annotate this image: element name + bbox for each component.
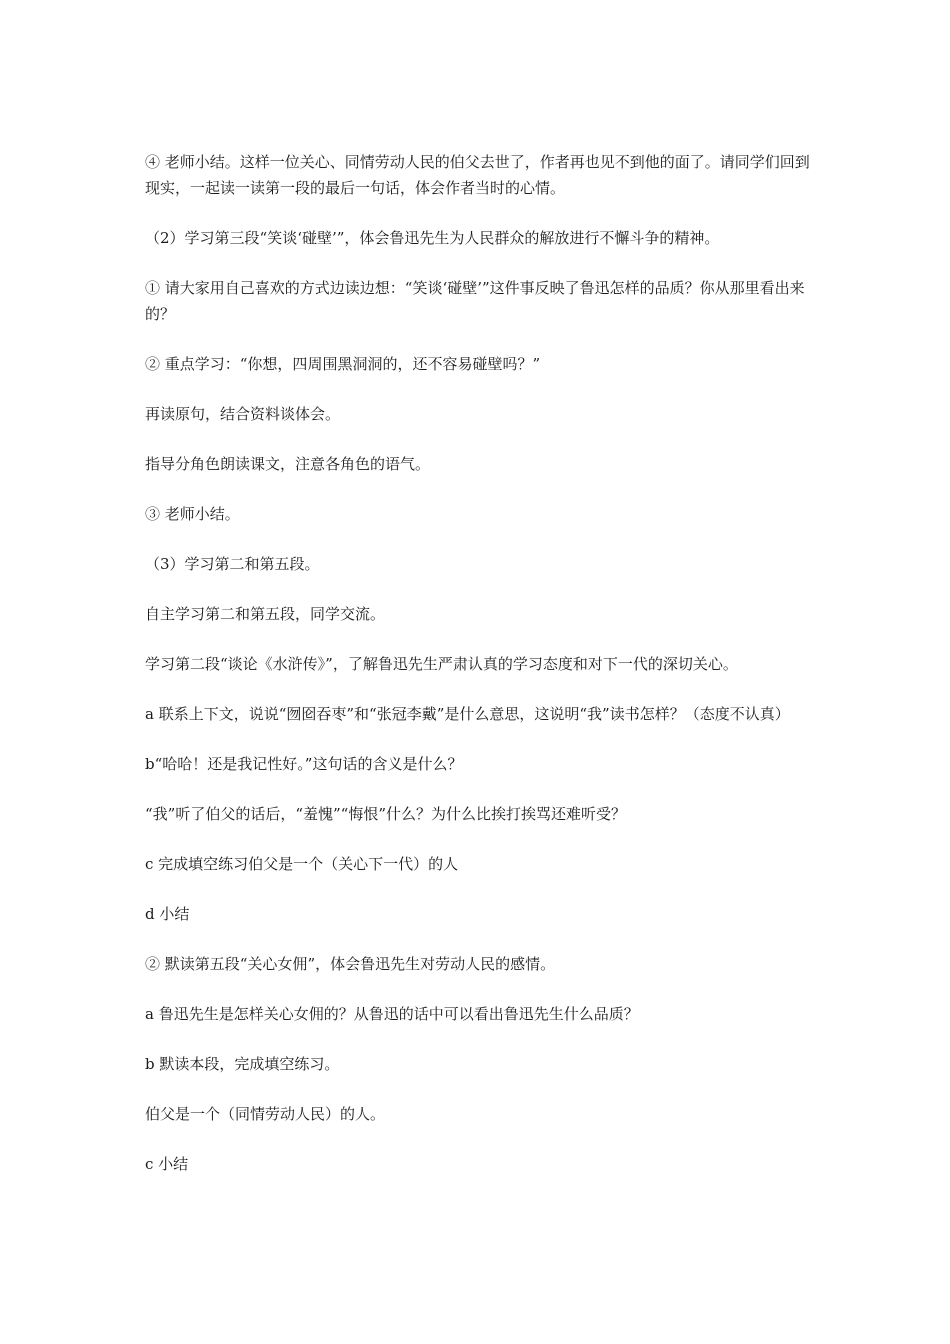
paragraph-summary-4: ④ 老师小结。这样一位关心、同情劳动人民的伯父去世了，作者再也见不到他的面了。请同学们回到现实，一起读一读第一段的最后一句话，体会作者当时的心情。 [145, 153, 810, 197]
paragraph-section-3-heading: （2）学习第三段“笑谈‘碰壁’”，体会鲁迅先生为人民群众的解放进行不懈斗争的精神。 [145, 229, 720, 247]
paragraph-me-feeling: “我”听了伯父的话后，“羞愧”“悔恨”什么？为什么比挨打挨骂还难听受？ [145, 805, 627, 823]
paragraph-role-reading: 指导分角色朗读课文，注意各角色的语气。 [145, 455, 431, 473]
paragraph-question-1: ① 请大家用自己喜欢的方式边读边想：“笑谈‘碰壁’”这件事反映了鲁迅怎样的品质？你从那里看出来的？ [145, 279, 805, 323]
paragraph-item-b: b“哈哈！还是我记性好。”这句话的含义是什么？ [145, 755, 463, 773]
paragraph-item-d: d 小结 [145, 905, 190, 923]
paragraph-item-c: c 完成填空练习伯父是一个（关心下一代）的人 [145, 855, 459, 873]
paragraph-section-2-topic: 学习第二段“谈论《水浒传》”，了解鲁迅先生严肃认真的学习态度和对下一代的深切关心。 [145, 655, 738, 673]
paragraph-item-b-2: b 默读本段，完成填空练习。 [145, 1055, 340, 1073]
paragraph-fill-blank: 伯父是一个（同情劳动人民）的人。 [145, 1105, 386, 1123]
paragraph-item-c-2: c 小结 [145, 1155, 189, 1173]
paragraph-item-a-2: a 鲁迅先生是怎样关心女佣的？从鲁迅的话中可以看出鲁迅先生什么品质？ [145, 1005, 639, 1023]
paragraph-section-5-topic: ② 默读第五段“关心女佣”，体会鲁迅先生对劳动人民的感情。 [145, 955, 556, 973]
paragraph-summary-3: ③ 老师小结。 [145, 505, 240, 523]
document-page [145, 149, 810, 1201]
paragraph-section-2-5-heading: （3）学习第二和第五段。 [145, 555, 320, 573]
paragraph-item-a: a 联系上下文，说说“囫囵吞枣”和“张冠李戴”是什么意思，这说明“我”读书怎样？（态度不认真） [145, 705, 790, 723]
paragraph-key-study-2: ② 重点学习：“你想，四周围黑洞洞的，还不容易碰壁吗？” [145, 355, 541, 373]
paragraph-reread: 再读原句，结合资料谈体会。 [145, 405, 341, 423]
paragraph-self-study: 自主学习第二和第五段，同学交流。 [145, 605, 386, 623]
